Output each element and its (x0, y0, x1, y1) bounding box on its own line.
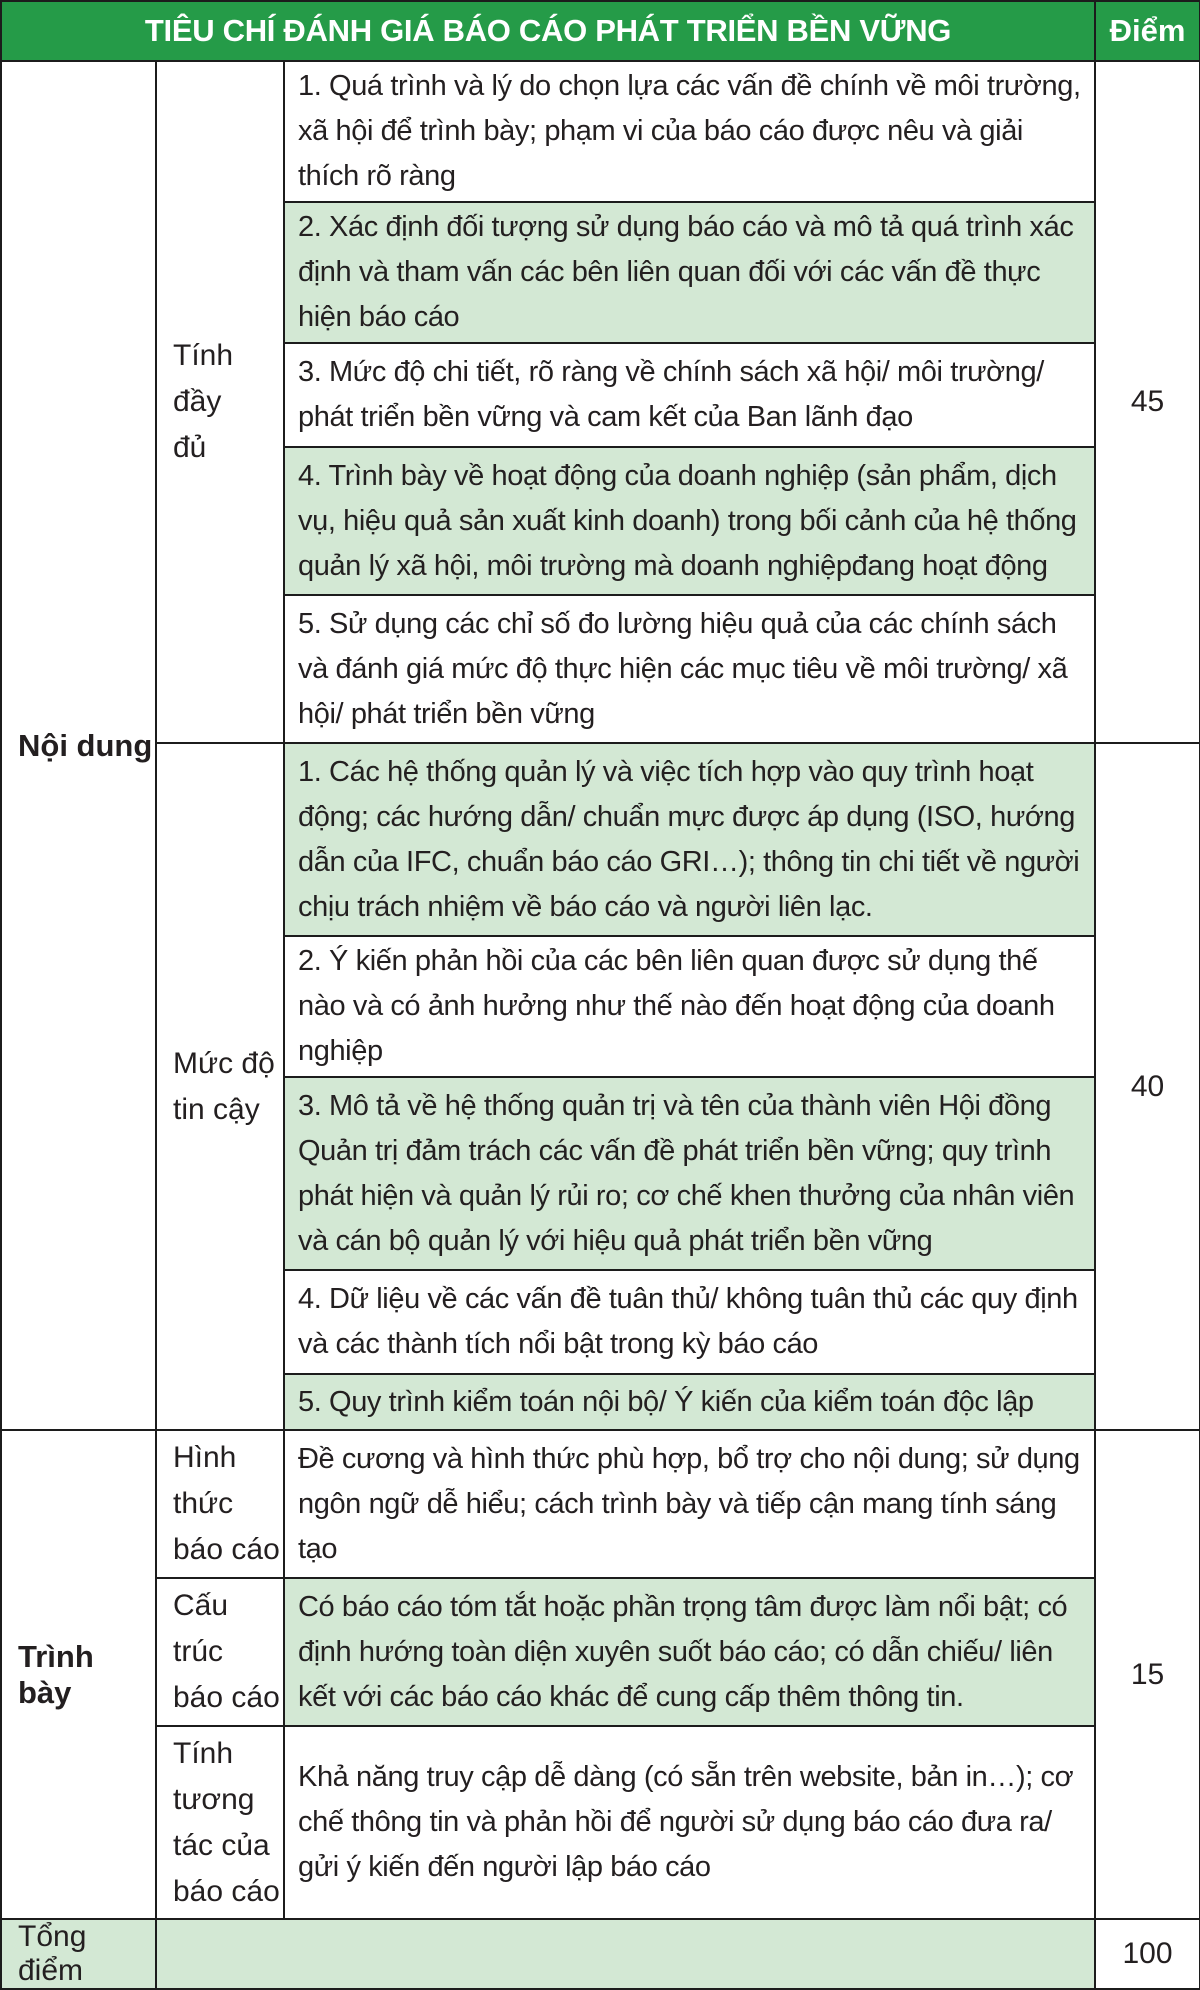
criterion-item: Đề cương và hình thức phù hợp, bổ trợ cho nội dung; sử dụng ngôn ngữ dễ hiểu; cách trình bày và tiếp cận mang tính sáng tạo (284, 1430, 1095, 1578)
criterion-item: 1. Quá trình và lý do chọn lựa các vấn đề chính về môi trường, xã hội để trình bày; phạm vi của báo cáo được nêu và giải thích rõ ràng (284, 61, 1095, 202)
criterion-item: Khả năng truy cập dễ dàng (có sẵn trên website, bản in…); cơ chế thông tin và phản hồi để người sử dụng báo cáo đưa ra/ gửi ý kiến đến người lập báo cáo (284, 1726, 1095, 1919)
table-row (1, 61, 1200, 202)
criterion-item: Có báo cáo tóm tắt hoặc phần trọng tâm được làm nổi bật; có định hướng toàn diện xuyên suốt báo cáo; có dẫn chiếu/ liên kết với các báo cáo khác để cung cấp thêm thông tin. (284, 1578, 1095, 1726)
group-tinh-tuong-tac: Tính tương tác của báo cáo (156, 1726, 284, 1919)
score-tinh-day-du: 45 (1095, 61, 1200, 743)
group-muc-do-tin-cay: Mức độ tin cậy (156, 743, 284, 1430)
total-row (1, 1919, 1200, 1989)
table-row (1, 743, 1200, 936)
criterion-item: 3. Mô tả về hệ thống quản trị và tên của thành viên Hội đồng Quản trị đảm trách các vấn đề phát triển bền vững; quy trình phát hiện và quản lý rủi ro; cơ chế khen thưởng của nhân viên và cán bộ quản lý với hiệu quả phát triển bền vững (284, 1077, 1095, 1270)
table-row (1, 1578, 1200, 1726)
score-trinh-bay: 15 (1095, 1430, 1200, 1919)
category-noi-dung: Nội dung (1, 61, 156, 1430)
table-row (1, 1726, 1200, 1919)
total-spacer (156, 1919, 1095, 1989)
score-header: Điểm (1095, 1, 1200, 61)
criterion-item: 5. Sử dụng các chỉ số đo lường hiệu quả của các chính sách và đánh giá mức độ thực hiện các mục tiêu về môi trường/ xã hội/ phát triển bền vững (284, 595, 1095, 743)
group-hinh-thuc-bao-cao: Hình thức báo cáo (156, 1430, 284, 1578)
criterion-item: 2. Xác định đối tượng sử dụng báo cáo và mô tả quá trình xác định và tham vấn các bên liên quan đối với các vấn đề thực hiện báo cáo (284, 202, 1095, 343)
total-label: Tổng điểm (1, 1919, 156, 1989)
criterion-item: 5. Quy trình kiểm toán nội bộ/ Ý kiến của kiểm toán độc lập (284, 1374, 1095, 1430)
group-tinh-day-du: Tính đầy đủ (156, 61, 284, 743)
header-row (1, 1, 1200, 61)
total-score: 100 (1095, 1919, 1200, 1989)
table-title: TIÊU CHÍ ĐÁNH GIÁ BÁO CÁO PHÁT TRIỂN BỀN VỮNG (1, 1, 1095, 61)
table-row (1, 1430, 1200, 1578)
group-cau-truc-bao-cao: Cấu trúc báo cáo (156, 1578, 284, 1726)
score-muc-do-tin-cay: 40 (1095, 743, 1200, 1430)
criterion-item: 3. Mức độ chi tiết, rõ ràng về chính sách xã hội/ môi trường/ phát triển bền vững và cam kết của Ban lãnh đạo (284, 343, 1095, 447)
criterion-item: 2. Ý kiến phản hồi của các bên liên quan được sử dụng thế nào và có ảnh hưởng như thế nào đến hoạt động của doanh nghiệp (284, 936, 1095, 1077)
criterion-item: 4. Trình bày về hoạt động của doanh nghiệp (sản phẩm, dịch vụ, hiệu quả sản xuất kinh doanh) trong bối cảnh của hệ thống quản lý xã hội, môi trường mà doanh nghiệpđang hoạt động (284, 447, 1095, 595)
criterion-item: 4. Dữ liệu về các vấn đề tuân thủ/ không tuân thủ các quy định và các thành tích nổi bật trong kỳ báo cáo (284, 1270, 1095, 1374)
criterion-item: 1. Các hệ thống quản lý và việc tích hợp vào quy trình hoạt động; các hướng dẫn/ chuẩn mực được áp dụng (ISO, hướng dẫn của IFC, chuẩn báo cáo GRI…); thông tin chi tiết về người chịu trách nhiệm về báo cáo và người liên lạc. (284, 743, 1095, 936)
category-trinh-bay: Trình bày (1, 1430, 156, 1919)
